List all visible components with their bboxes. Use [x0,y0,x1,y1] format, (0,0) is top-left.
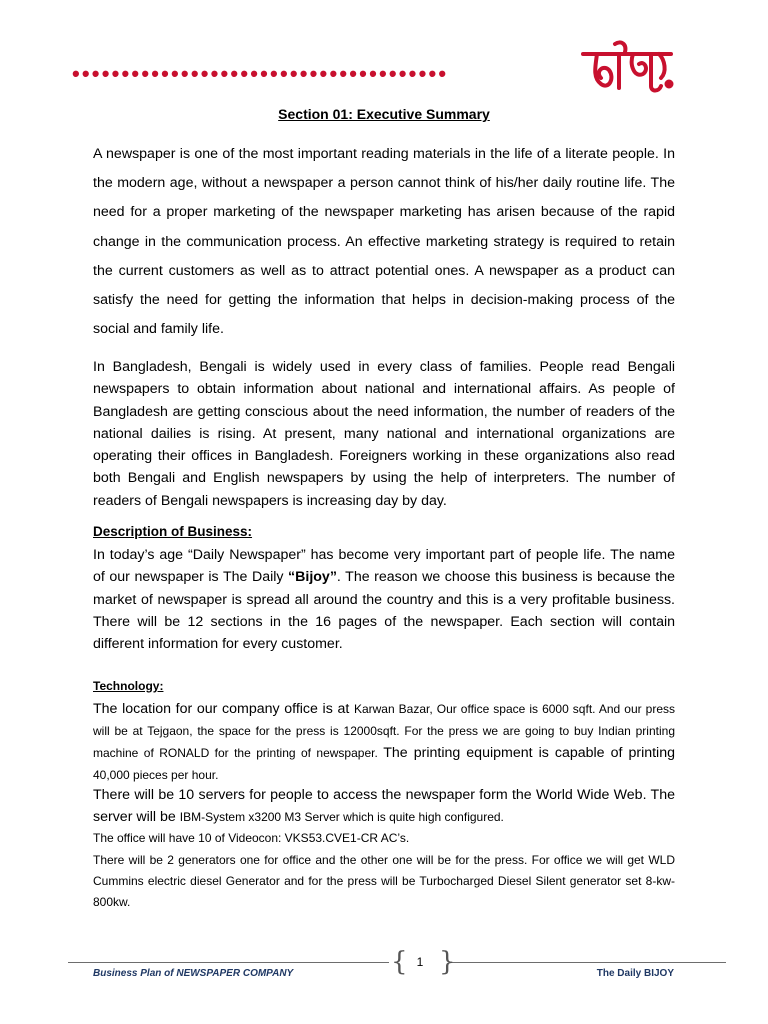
bangladesh-paragraph: In Bangladesh, Bengali is widely used in every class of families. People read Bengali newspapers to obtain information about national and international affairs. As people of Bangladesh are getting conscious about the need information, the number of readers of the national dailies is rising. At present, many national and international organizations are operating their offices in Bangladesh. Foreigners working in these organizations also read both Bengali and English newspapers by using the help of interpreters. The number of readers of Bengali newspapers is increasing day by day. [93,359,675,509]
office-lead: The location for our company office is at [93,701,354,717]
footer-document-title: Business Plan of NEWSPAPER COMPANY [93,968,294,979]
description-paragraph [93,544,675,655]
logo-text: বিজয় [575,38,578,39]
description-heading: Description of Business: [93,524,253,539]
printing-lead: The printing equipment is capable of printing [383,745,675,761]
description-text-b: . The reason we choose this business is because the market of newspaper is spread all around the country and this is a very profitable business. There will be 12 sections in the 16 pages of the newspaper. Each section will contain different information for every customer. [93,569,675,653]
technology-office-paragraph [93,698,675,786]
technology-generator-paragraph: There will be 2 generators one for office and the other one will be for the press. For office we will get WLD Cummins electric diesel Generator and for the press will be Turbocharged Diesel Silent generator set 8-kw-800kw. [93,853,675,909]
footer-publication-name: The Daily BIJOY [596,968,674,979]
header-dotted-rule: •••••••••••••••••••••••••••••••••••••• [72,64,449,84]
description-text-a: In today’s age “Daily Newspaper” has become very important part of people life. The name of our newspaper is The Daily [93,547,675,586]
brand-name: “Bijoy” [288,569,337,586]
server-model: IBM-System x3200 M3 Server which is quite high configured. [179,810,504,824]
intro-paragraph: A newspaper is one of the most important reading materials in the life of a literate people. In the modern age, without a newspaper a person cannot think of his/her daily routine life. The need for a proper marketing of the newspaper marketing has arisen because of the rapid change in the communication process. An effective marketing strategy is required to retain the current customers as well as to attract potential ones. A newspaper as a product can satisfy the need for getting the information that helps in decision-making process of the social and family life. [93,146,675,338]
bijoy-logo [575,38,679,96]
page-number-bracket-left: { [391,947,408,977]
printing-capacity: 40,000 pieces per hour. [93,768,219,782]
technology-ac-paragraph: The office will have 10 of Videocon: VKS53.CVE1-CR AC’s. [93,831,410,845]
page-number-bracket-right: } [439,947,456,977]
page-number: 1 [416,955,424,969]
technology-heading: Technology: [93,679,164,693]
server-lead: There will be 10 servers for people to access the newspaper form the World Wide Web. The server will be [93,787,675,825]
section-title: Section 01: Executive Summary [278,106,490,122]
office-details: Karwan Bazar, Our office space is 6000 sqft. And our press will be at Tejgaon, the space for the press is 12000sqft. For the press we are going to buy Indian printing machine of RONALD for the printing of newspaper. [93,702,675,760]
technology-server-paragraph [93,784,675,828]
